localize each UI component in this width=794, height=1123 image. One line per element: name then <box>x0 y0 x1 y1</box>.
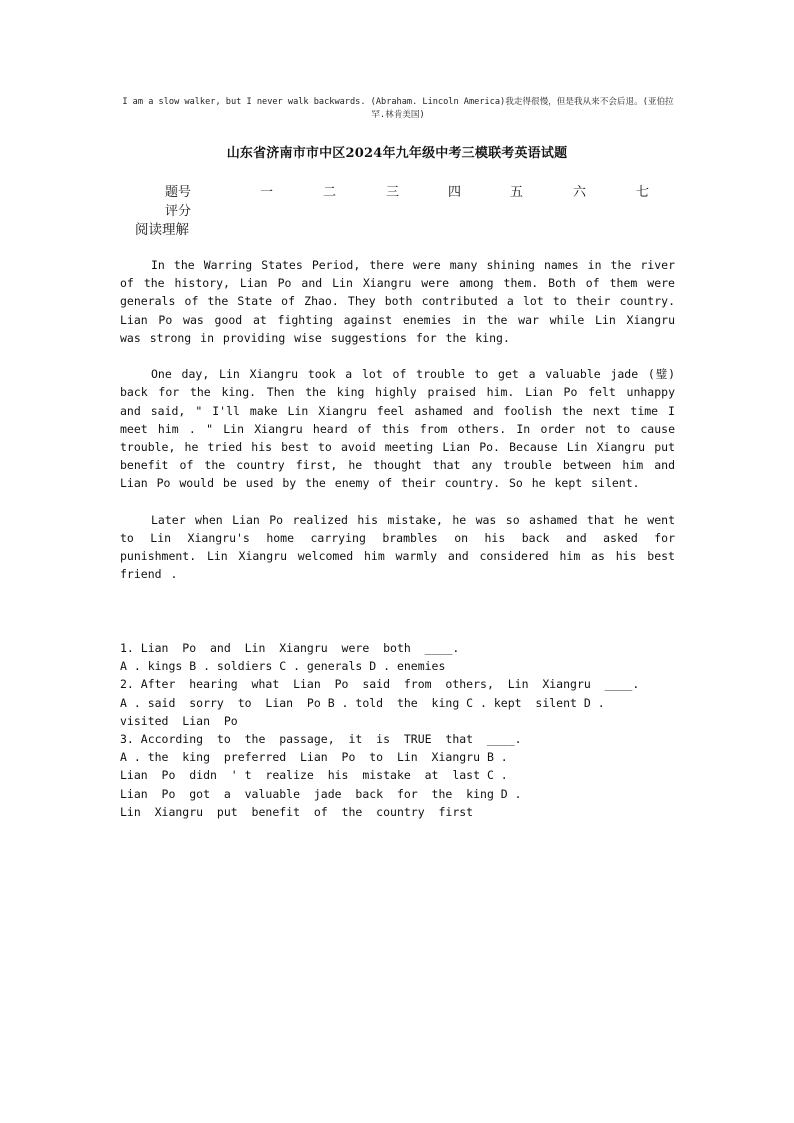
question-3-option-c: Lian Po got a valuable jade back for the king D . <box>120 786 522 801</box>
score-table-column-4: 四 <box>448 185 462 200</box>
score-table-row-label-number: 题号 <box>165 185 192 200</box>
passage-paragraph: Later when Lian Po realized his mistake, he was so ashamed that he went to Lin Xiangru's home carrying brambles on his back and asked for punishment. Lin Xiangru welcomed him warmly and considered him as his best friend . <box>120 512 675 582</box>
question-list <box>120 639 680 821</box>
reading-passage <box>120 256 675 602</box>
score-table-column-6: 六 <box>573 185 587 200</box>
question-1-options: A . kings B . soldiers C . generals D . enemies <box>120 659 446 674</box>
score-table-column-2: 二 <box>323 185 337 200</box>
question-2-stem: 2. After hearing what Lian Po said from others, Lin Xiangru ____. <box>120 677 640 692</box>
question-2-options-continued: visited Lian Po <box>120 713 238 728</box>
question-3-option-b: Lian Po didn ' t realize his mistake at last C . <box>120 768 508 783</box>
score-table-column-1: 一 <box>260 185 274 200</box>
question-3-option-a: A . the king preferred Lian Po to Lin Xiangru B . <box>120 750 508 765</box>
header-quote: I am a slow walker, but I never walk backwards. (Abraham. Lincoln America)我走得很慢，但是我从来不会后退。(亚伯拉罕.林肯美国) <box>122 97 674 120</box>
score-table-row-label-score: 评分 <box>165 204 192 219</box>
question-2-options: A . said sorry to Lian Po B . told the king C . kept silent D . <box>120 695 605 710</box>
page-title: 山东省济南市市中区2024年九年级中考三模联考英语试题 <box>226 146 568 161</box>
passage-paragraph: One day, Lin Xiangru took a lot of trouble to get a valuable jade (璧) back for the king. Then the king highly praised him. Lian Po felt unhappy and said, " I'll make Lin Xiangru feel ashamed and foolish the next time I meet him . " Lin Xiangru heard of this from others. In order not to cause trouble, he tried his best to avoid meeting Lian Po. Because Lin Xiangru put benefit of the country first, he thought that any trouble between him and Lian Po would be used by the enemy of their country. So he kept silent. <box>120 367 675 491</box>
score-table-column-3: 三 <box>386 185 400 200</box>
question-1-stem: 1. Lian Po and Lin Xiangru were both ____. <box>120 641 460 655</box>
section-heading-reading: 阅读理解 <box>135 222 189 238</box>
passage-paragraph: In the Warring States Period, there were many shining names in the river of the history, Lian Po and Lin Xiangru were among them. Both of them were generals of the State of Zhao. They both contributed a lot to their country. Lian Po was good at fighting against enemies in the war while Lin Xiangru was strong in providing wise suggestions for the king. <box>120 258 675 345</box>
question-3-stem: 3. According to the passage, it is TRUE that ____. <box>120 732 522 747</box>
score-table <box>0 0 794 240</box>
score-table-column-5: 五 <box>510 185 524 200</box>
score-table-column-7: 七 <box>636 185 650 200</box>
question-3-option-d: Lin Xiangru put benefit of the country first <box>120 804 474 819</box>
